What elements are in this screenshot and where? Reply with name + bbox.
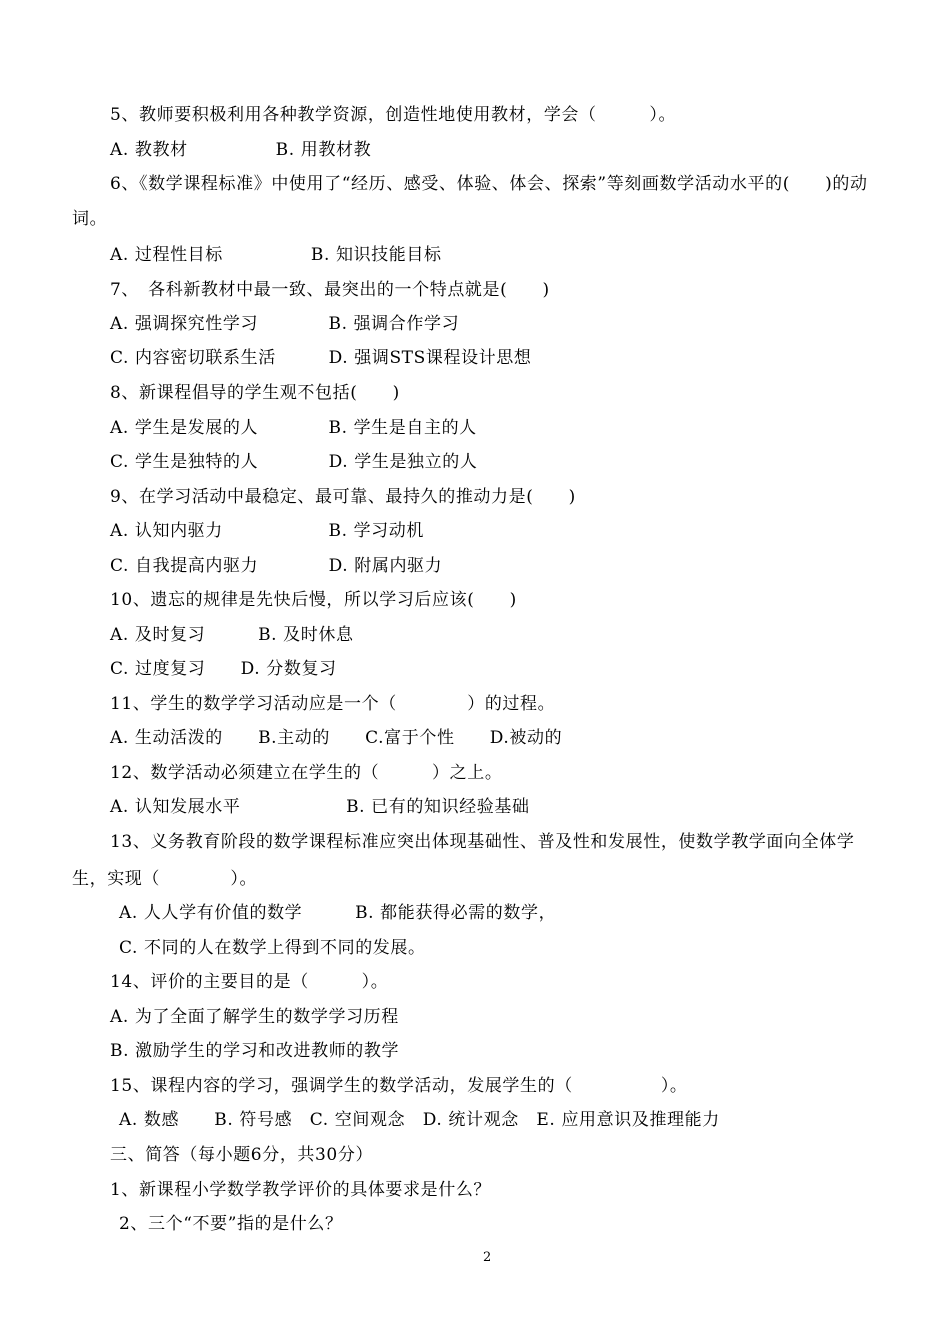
question-7: 7、 各科新教材中最一致、最突出的一个特点就是( ) — [110, 280, 550, 300]
question-9: 9、在学习活动中最稳定、最可靠、最持久的推动力是( ) — [110, 487, 576, 507]
question-13: 13、义务教育阶段的数学课程标准应突出体现基础性、普及性和发展性，使数学教学面向全体学 — [110, 832, 855, 852]
question-7-options-ab: A. 强调探究性学习 B. 强调合作学习 — [110, 314, 460, 334]
question-10-options-cd: C. 过度复习 D. 分数复习 — [110, 659, 337, 679]
question-15: 15、课程内容的学习，强调学生的数学活动，发展学生的（ ）。 — [110, 1076, 688, 1096]
question-8: 8、新课程倡导的学生观不包括( ) — [110, 383, 400, 403]
question-10: 10、遗忘的规律是先快后慢，所以学习后应该( ) — [110, 590, 517, 610]
question-5-options: A. 教教材 B. 用教材教 — [110, 140, 372, 160]
question-8-options-cd: C. 学生是独特的人 D. 学生是独立的人 — [110, 452, 478, 472]
question-11: 11、学生的数学学习活动应是一个（ ）的过程。 — [110, 694, 556, 714]
question-14-option-b: B. 激励学生的学习和改进教师的教学 — [110, 1041, 400, 1061]
question-6-continued: 词。 — [72, 209, 108, 229]
question-13-options-ab: A. 人人学有价值的数学 B. 都能获得必需的数学， — [119, 903, 557, 923]
question-9-options-cd: C. 自我提高内驱力 D. 附属内驱力 — [110, 556, 443, 576]
question-8-options-ab: A. 学生是发展的人 B. 学生是自主的人 — [110, 418, 477, 438]
page-number: 2 — [483, 1250, 492, 1265]
section-3-heading: 三、简答（每小题6分，共30分） — [110, 1145, 374, 1165]
question-9-options-ab: A. 认知内驱力 B. 学习动机 — [110, 521, 424, 541]
question-11-options: A. 生动活泼的 B.主动的 C.富于个性 D.被动的 — [110, 728, 563, 748]
short-answer-1: 1、新课程小学数学教学评价的具体要求是什么？ — [110, 1180, 492, 1200]
question-12: 12、数学活动必须建立在学生的（ ）之上。 — [110, 763, 503, 783]
short-answer-2: 2、三个“不要”指的是什么？ — [119, 1214, 343, 1234]
question-5: 5、教师要积极利用各种教学资源，创造性地使用教材，学会（ ）。 — [110, 105, 677, 125]
question-13-option-c: C. 不同的人在数学上得到不同的发展。 — [119, 938, 426, 958]
question-12-options: A. 认知发展水平 B. 已有的知识经验基础 — [110, 797, 530, 817]
question-6: 6、《数学课程标准》中使用了“经历、感受、体验、体会、探索”等刻画数学活动水平的( )的动 — [110, 174, 868, 194]
question-6-options: A. 过程性目标 B. 知识技能目标 — [110, 245, 442, 265]
question-14-option-a: A. 为了全面了解学生的数学学习历程 — [110, 1007, 399, 1027]
question-10-options-ab: A. 及时复习 B. 及时休息 — [110, 625, 354, 645]
question-7-options-cd: C. 内容密切联系生活 D. 强调STS课程设计思想 — [110, 348, 532, 368]
question-13-continued: 生，实现（ ）。 — [72, 869, 258, 889]
question-15-options: A. 数感 B. 符号感 C. 空间观念 D. 统计观念 E. 应用意识及推理能力 — [119, 1110, 720, 1130]
question-14: 14、评价的主要目的是（ ）。 — [110, 972, 389, 992]
